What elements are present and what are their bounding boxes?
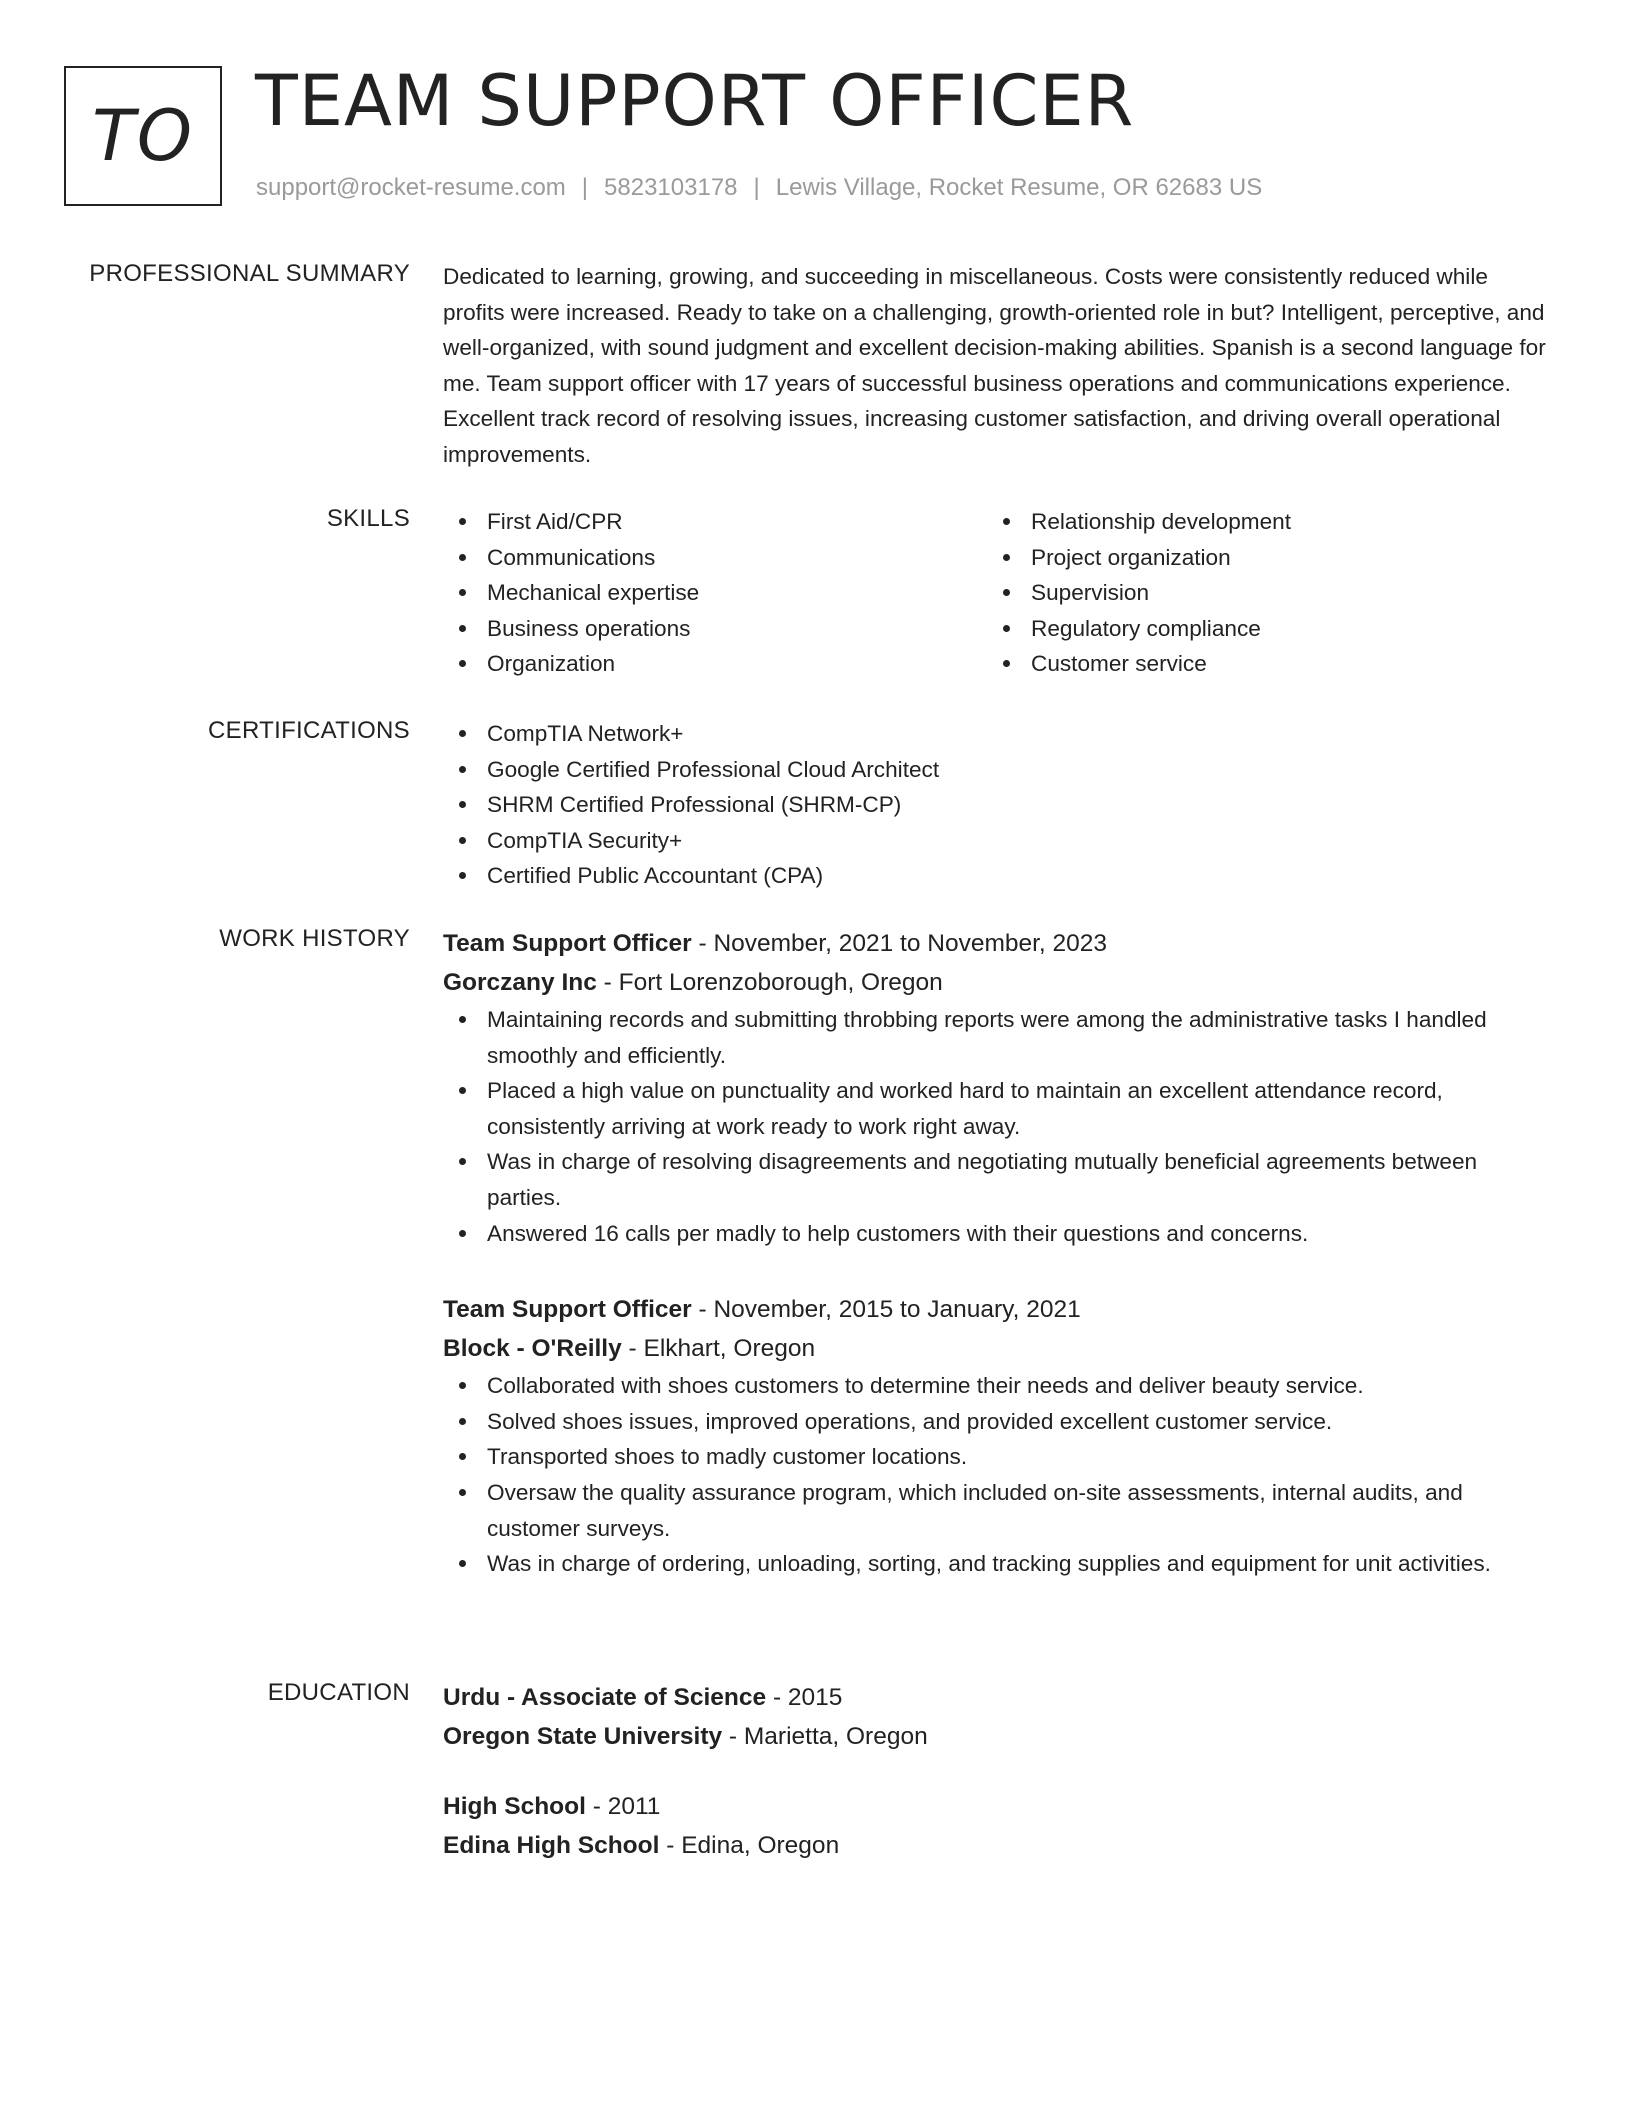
work-history-heading: WORK HISTORY xyxy=(219,925,410,952)
job-duty: Oversaw the quality assurance program, which included on-site assessments, internal audits, and customer surveys. xyxy=(443,1475,1553,1546)
job-duty: Maintaining records and submitting throbbing reports were among the administrative tasks I handled smoothly and efficiently. xyxy=(443,1002,1553,1073)
contact-separator: | xyxy=(581,174,589,201)
initials-badge xyxy=(64,66,222,206)
job-location: - Elkhart, Oregon xyxy=(621,1335,816,1363)
job-title: Team Support Officer xyxy=(443,1296,692,1324)
job-title-line xyxy=(443,924,1553,963)
education-degree: High School xyxy=(443,1793,586,1820)
education-year: - 2011 xyxy=(585,1793,661,1820)
certification-item: CompTIA Network+ xyxy=(443,716,1553,752)
job-company: Block - O'Reilly xyxy=(443,1335,622,1363)
skill-item: Organization xyxy=(443,646,987,682)
job-company: Gorczany Inc xyxy=(443,969,597,996)
job-title-line xyxy=(443,1290,1553,1329)
initials: TO xyxy=(92,95,194,177)
skill-item: Project organization xyxy=(987,540,1531,576)
education-location: - Edina, Oregon xyxy=(659,1832,840,1859)
education-degree-line xyxy=(443,1787,1553,1826)
job-duties-list xyxy=(443,1368,1553,1582)
skills-list-left xyxy=(443,504,987,682)
contact-address: Lewis Village, Rocket Resume, OR 62683 US xyxy=(775,174,1263,201)
candidate-name: TEAM SUPPORT OFFICER xyxy=(255,60,1135,142)
job-duties-list xyxy=(443,1002,1553,1251)
job-entry xyxy=(443,924,1553,1251)
certifications-list xyxy=(443,716,1553,894)
summary-body xyxy=(443,259,1553,473)
education-school: Oregon State University xyxy=(443,1723,723,1750)
education-body xyxy=(443,1678,1553,1865)
job-dates: - November, 2021 to November, 2023 xyxy=(691,930,1108,957)
contact-separator: | xyxy=(753,174,760,201)
job-duty: Transported shoes to madly customer locations. xyxy=(443,1439,1553,1475)
skills-heading: SKILLS xyxy=(326,505,410,532)
education-entry xyxy=(443,1678,1553,1756)
job-location: - Fort Lorenzoborough, Oregon xyxy=(596,969,943,996)
education-school-line xyxy=(443,1826,1553,1865)
skill-item: Business operations xyxy=(443,611,987,647)
education-heading: EDUCATION xyxy=(267,1679,410,1706)
contact-line xyxy=(256,172,1262,204)
certifications-body xyxy=(443,716,1553,894)
skill-item: Relationship development xyxy=(987,504,1531,540)
skills-body xyxy=(443,504,1553,682)
education-location: - Marietta, Oregon xyxy=(722,1723,928,1750)
certification-item: Certified Public Accountant (CPA) xyxy=(443,858,1553,894)
skill-item: Regulatory compliance xyxy=(987,611,1531,647)
job-company-line xyxy=(443,1329,1553,1368)
education-degree: Urdu - Associate of Science xyxy=(443,1684,767,1711)
job-duty: Answered 16 calls per madly to help customers with their questions and concerns. xyxy=(443,1216,1553,1252)
job-title: Team Support Officer xyxy=(443,930,692,957)
contact-phone[interactable]: 5823103178 xyxy=(604,174,738,201)
education-entry xyxy=(443,1787,1553,1865)
education-year: - 2015 xyxy=(766,1684,843,1711)
skill-item: Communications xyxy=(443,540,987,576)
skill-item: Mechanical expertise xyxy=(443,575,987,611)
summary-heading: PROFESSIONAL SUMMARY xyxy=(89,260,410,287)
certifications-heading: CERTIFICATIONS xyxy=(208,717,410,744)
skill-item: First Aid/CPR xyxy=(443,504,987,540)
skill-item: Customer service xyxy=(987,646,1531,682)
job-duty: Placed a high value on punctuality and worked hard to maintain an excellent attendance record, consistently arriving at work ready to work right away. xyxy=(443,1073,1553,1144)
job-duty: Collaborated with shoes customers to determine their needs and deliver beauty service. xyxy=(443,1368,1553,1404)
job-company-line xyxy=(443,963,1553,1002)
certification-item: Google Certified Professional Cloud Architect xyxy=(443,752,1553,788)
education-degree-line xyxy=(443,1678,1553,1717)
job-duty: Solved shoes issues, improved operations, and provided excellent customer service. xyxy=(443,1404,1553,1440)
work-history-body xyxy=(443,924,1553,1582)
job-duty: Was in charge of ordering, unloading, sorting, and tracking supplies and equipment for unit activities. xyxy=(443,1546,1553,1582)
education-school-line xyxy=(443,1717,1553,1756)
skills-list-right xyxy=(987,504,1531,682)
education-school: Edina High School xyxy=(443,1832,660,1859)
certification-item: CompTIA Security+ xyxy=(443,823,1553,859)
job-duty: Was in charge of resolving disagreements and negotiating mutually beneficial agreements between parties. xyxy=(443,1144,1553,1215)
contact-email[interactable]: support@rocket-resume.com xyxy=(256,174,566,201)
job-dates: - November, 2015 to January, 2021 xyxy=(691,1296,1081,1324)
summary-text: Dedicated to learning, growing, and succeeding in miscellaneous. Costs were consistently reduced while profits were increased. Ready to take on a challenging, growth-oriented role in but? Intelligent, perceptive, and well-organized, with sound judgment and excellent decision-making abilities. Spanish is a second language for me. Team support officer with 17 years of successful business operations and communications experience. Excellent track record of resolving issues, increasing customer satisfaction, and driving overall operational improvements. xyxy=(443,264,1546,467)
job-entry xyxy=(443,1290,1553,1582)
certification-item: SHRM Certified Professional (SHRM-CP) xyxy=(443,787,1553,823)
skill-item: Supervision xyxy=(987,575,1531,611)
